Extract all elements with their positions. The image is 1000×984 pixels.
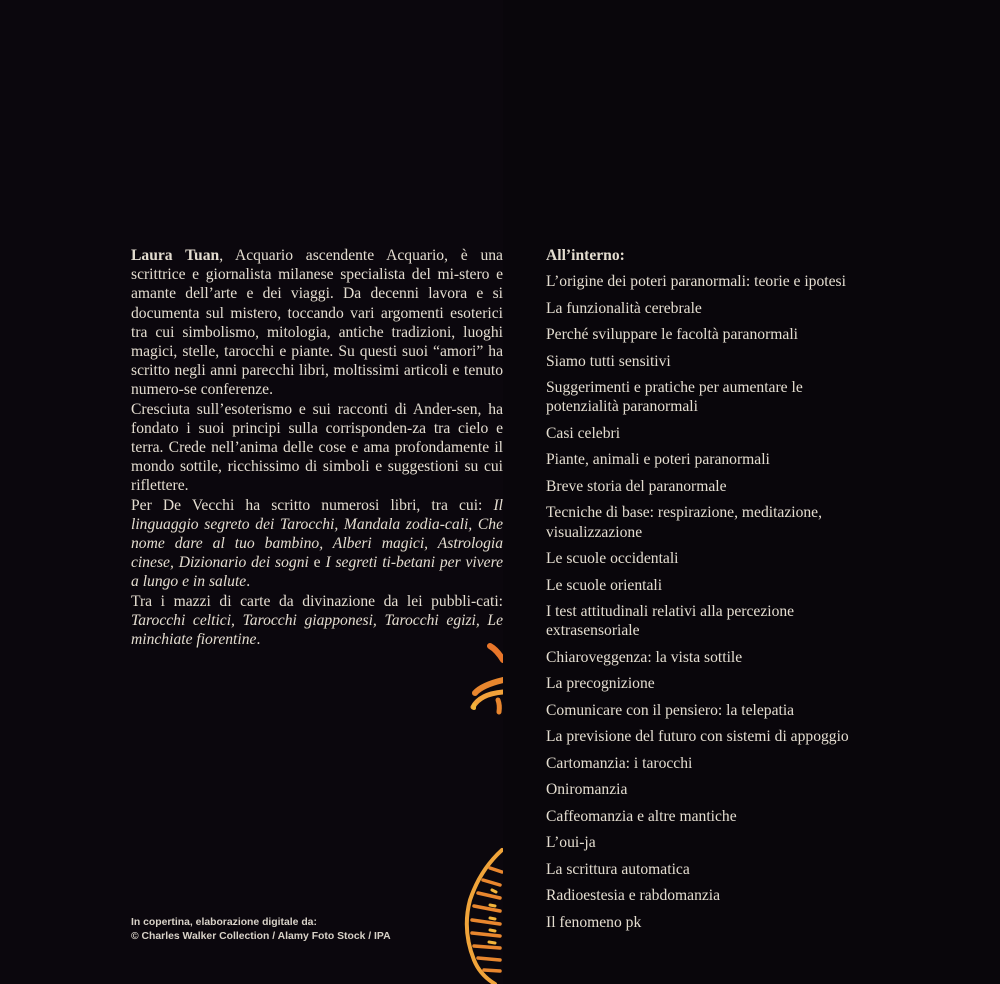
credit-line-1: In copertina, elaborazione digitale da:: [131, 917, 317, 928]
contents-heading: All’interno:: [546, 247, 625, 264]
contents-item: L’origine dei poteri paranormali: teorie e ipotesi: [546, 273, 846, 291]
book-titles: I segreti ti-betani per vivere a lungo e in salute: [131, 554, 504, 591]
contents-item: Suggerimenti e pratiche per aumentare le potenzialità paranormali: [546, 379, 803, 416]
contents-item: Il fenomeno pk: [546, 913, 642, 931]
contents-item: La previsione del futuro con sistemi di appoggio: [546, 728, 849, 746]
author-name: Laura Tuan: [131, 247, 220, 264]
contents-item: Oniromanzia: [546, 781, 628, 799]
bio-paragraph-3: Per De Vecchi ha scritto numerosi libri, tra cui: Il linguaggio segreto dei Tarocchi, Mandala zodia-cali, Che nome dare al tuo bambino, Alberi magici, Astrologia cinese, Dizionario dei sogni e I segreti ti-betani per vivere a lungo e in salute.: [131, 496, 504, 591]
cover-credit: [131, 916, 391, 943]
contents-item: Caffeomanzia e altre mantiche: [546, 807, 737, 825]
bio-paragraph-1: Laura Tuan, Acquario ascendente Acquario, è una scrittrice e giornalista milanese specialista del mi-stero e amante dell’arte e dei viaggi. Da decenni lavora e si documenta sul mistero, toccando vari argomenti esoterici tra cui simbolismo, mitologia, antiche tradizioni, luoghi magici, stelle, tarocchi e piante. Su questi suoi “amori” ha scritto negli anni parecchi libri, moltissimi articoli e tenuto numero-se conferenze.: [131, 247, 503, 399]
book-titles: Il linguaggio segreto dei Tarocchi, Mandala zodia-cali, Che nome dare al tuo bambino, Alberi magici, Astrologia cinese, Dizionario dei sogni: [131, 496, 503, 572]
contents-item: Breve storia del paranormale: [546, 477, 727, 495]
bio-paragraph-2: Cresciuta sull’esoterismo e sui racconti di Ander-sen, ha fondato i suoi principi sulla corrisponden-za tra cielo e terra. Crede nell’anima delle cose e ama profondamente il mondo sottile, ricchissimo di simboli e suggestioni su cui riflettere.: [131, 400, 503, 495]
contents-item: Tecniche di base: respirazione, meditazione, visualizzazione: [546, 504, 823, 541]
contents-item: Comunicare con il pensiero: la telepatia: [546, 701, 795, 719]
contents-item: La scrittura automatica: [546, 860, 690, 878]
contents-items: [546, 272, 886, 932]
contents-item: Siamo tutti sensitivi: [546, 352, 671, 370]
contents-item: Le scuole occidentali: [546, 550, 679, 568]
credit-line-2: © Charles Walker Collection / Alamy Foto Stock / IPA: [131, 930, 391, 942]
contents-item: L’oui-ja: [546, 834, 596, 852]
contents-item: La funzionalità cerebrale: [546, 299, 702, 317]
bio-paragraph-4: Tra i mazzi di carte da divinazione da lei pubbli-cati: Tarocchi celtici, Tarocchi giapponesi, Tarocchi egizi, Le minchiate fiorentine.: [131, 592, 503, 649]
contents-item: Casi celebri: [546, 424, 621, 442]
author-biography: [131, 246, 503, 649]
contents-list: [546, 246, 886, 939]
contents-item: Radioestesia e rabdomanzia: [546, 887, 721, 905]
contents-item: La precognizione: [546, 675, 655, 693]
contents-item: Le scuole orientali: [546, 576, 663, 594]
deck-titles: Tarocchi celtici, Tarocchi giapponesi, Tarocchi egizi, Le minchiate fiorentine: [131, 611, 503, 649]
contents-item: Cartomanzia: i tarocchi: [546, 754, 693, 772]
contents-item: Chiaroveggenza: la vista sottile: [546, 648, 743, 666]
contents-item: I test attitudinali relativi alla percezione extrasensoriale: [546, 603, 795, 640]
contents-item: Perché sviluppare le facoltà paranormali: [546, 326, 798, 344]
contents-item: Piante, animali e poteri paranormali: [546, 451, 770, 469]
